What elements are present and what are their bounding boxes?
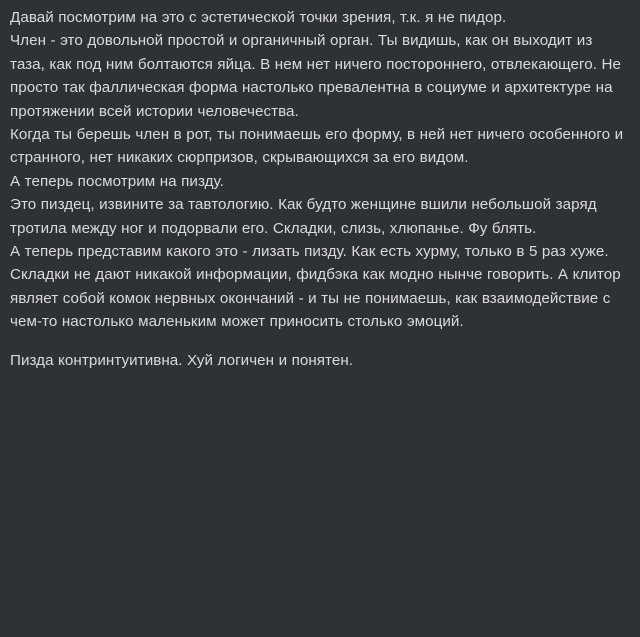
paragraph-3: Когда ты берешь член в рот, ты понимаешь его форму, в ней нет ничего особенного и странного, нет никаких сюрпризов, скрывающихся за его видом.	[10, 126, 624, 167]
paragraph-2: Член - это довольной простой и органичный орган. Ты видишь, как он выходит из таза, как под ним болтаются яйца. В нем нет ничего постороннего, отвлекающего. Не просто так фаллическая форма настолько превалентна в социуме и архитектуре на протяжении всей истории человечества.	[10, 32, 622, 120]
paragraph-5: Это пиздец, извините за тавтологию. Как будто женщине вшили небольшой заряд тротила между ног и подорвали его. Складки, слизь, хлюпанье. Фу блять.	[10, 196, 597, 237]
paragraph-1: Давай посмотрим на это с эстетической точки зрения, т.к. я не пидор.	[10, 9, 507, 26]
text-body	[10, 6, 630, 372]
paragraph-6: А теперь представим какого это - лизать пизду. Как есть хурму, только в 5 раз хуже. Складки не дают никакой информации, фидбэка как модно нынче говорить. А клитор являет собой комок нервных окончаний - и ты не понимаешь, как взаимодействие с чем-то настолько маленьким может приносить столько эмоций.	[10, 243, 621, 331]
paragraph-7: Пизда контринтуитивна. Хуй логичен и понятен.	[10, 351, 354, 369]
paragraph-4: А теперь посмотрим на пизду.	[10, 172, 224, 190]
